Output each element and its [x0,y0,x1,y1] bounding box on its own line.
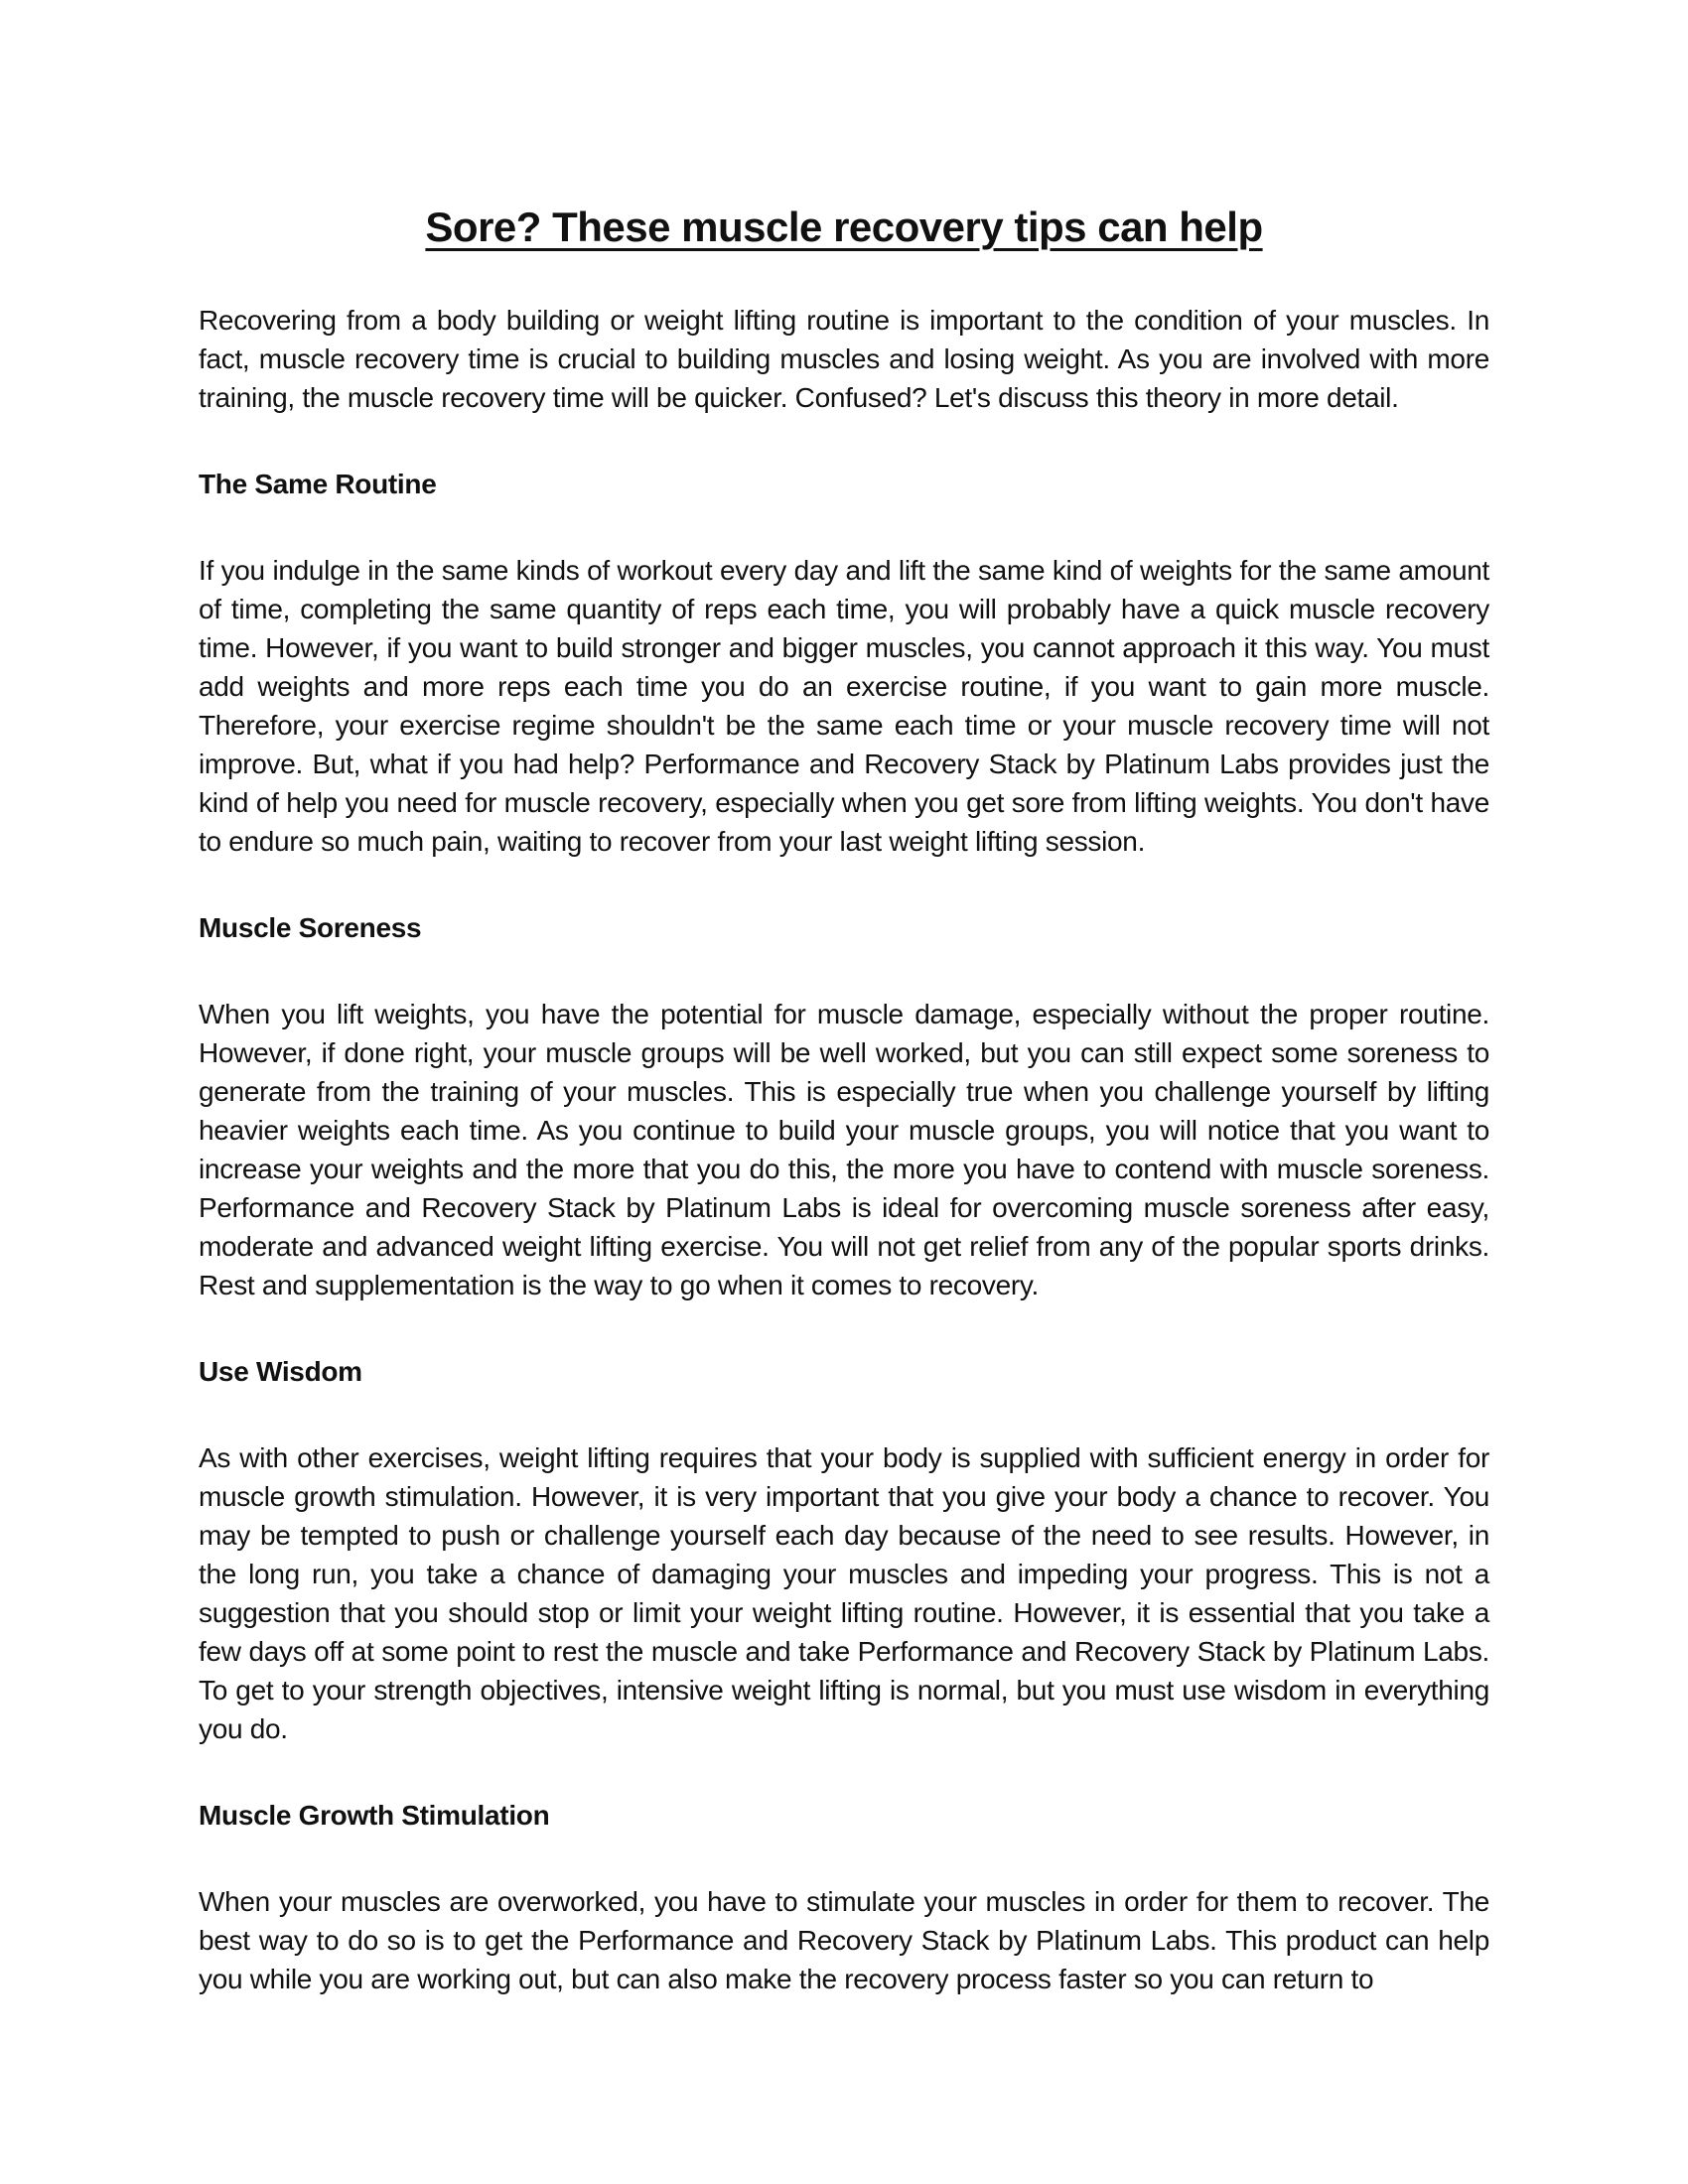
section-paragraph: As with other exercises, weight lifting requires that your body is supplied with sufficient energy in order for muscle growth stimulation. However, it is very important that you give your body a chance to recover. You may be tempted to push or challenge yourself each day because of the need to see results. However, in the long run, you take a chance of damaging your muscles and impeding your progress. This is not a suggestion that you should stop or limit your weight lifting routine. However, it is essential that you take a few days off at some point to rest the muscle and take Performance and Recovery Stack by Platinum Labs. To get to your strength objectives, intensive weight lifting is normal, but you must use wisdom in everything you do. [199,1442,1489,1744]
section-the-same-routine [199,465,1489,861]
section-paragraph: When your muscles are overworked, you have to stimulate your muscles in order for them to recover. The best way to do so is to get the Performance and Recovery Stack by Platinum Labs. This product can help you while you are working out, but can also make the recovery process faster so you can return to [199,1886,1489,1994]
section-paragraph: If you indulge in the same kinds of workout every day and lift the same kind of weights for the same amount of time, completing the same quantity of reps each time, you will probably have a quick muscle recovery time. However, if you want to build stronger and bigger muscles, you cannot approach it this way. You must add weights and more reps each time you do an exercise routine, if you want to gain more muscle. Therefore, your exercise regime shouldn't be the same each time or your muscle recovery time will not improve. But, what if you had help? Performance and Recovery Stack by Platinum Labs provides just the kind of help you need for muscle recovery, especially when you get sore from lifting weights. You don't have to endure so much pain, waiting to recover from your last weight lifting session. [199,555,1489,857]
section-muscle-soreness [199,908,1489,1304]
section-heading: Muscle Soreness [199,912,422,943]
section-heading: The Same Routine [199,469,437,499]
section-muscle-growth-stimulation [199,1796,1489,1998]
document-title: Sore? These muscle recovery tips can help [425,204,1263,250]
section-paragraph: When you lift weights, you have the potential for muscle damage, especially without the proper routine. However, if done right, your muscle groups will be well worked, but you can still expect some soreness to generate from the training of your muscles. This is especially true when you challenge yourself by lifting heavier weights each time. As you continue to build your muscle groups, you will notice that you want to increase your weights and the more that you do this, the more you have to contend with muscle soreness. Performance and Recovery Stack by Platinum Labs is ideal for overcoming muscle soreness after easy, moderate and advanced weight lifting exercise. You will not get relief from any of the popular sports drinks. Rest and supplementation is the way to go when it comes to recovery. [199,999,1489,1300]
intro-paragraph: Recovering from a body building or weight lifting routine is important to the condition of your muscles. In fact, muscle recovery time is crucial to building muscles and losing weight. As you are involved with more training, the muscle recovery time will be quicker. Confused? Let's discuss this theory in more detail. [199,305,1489,413]
section-heading: Use Wisdom [199,1356,362,1387]
section-heading: Muscle Growth Stimulation [199,1800,550,1831]
section-use-wisdom [199,1352,1489,1748]
